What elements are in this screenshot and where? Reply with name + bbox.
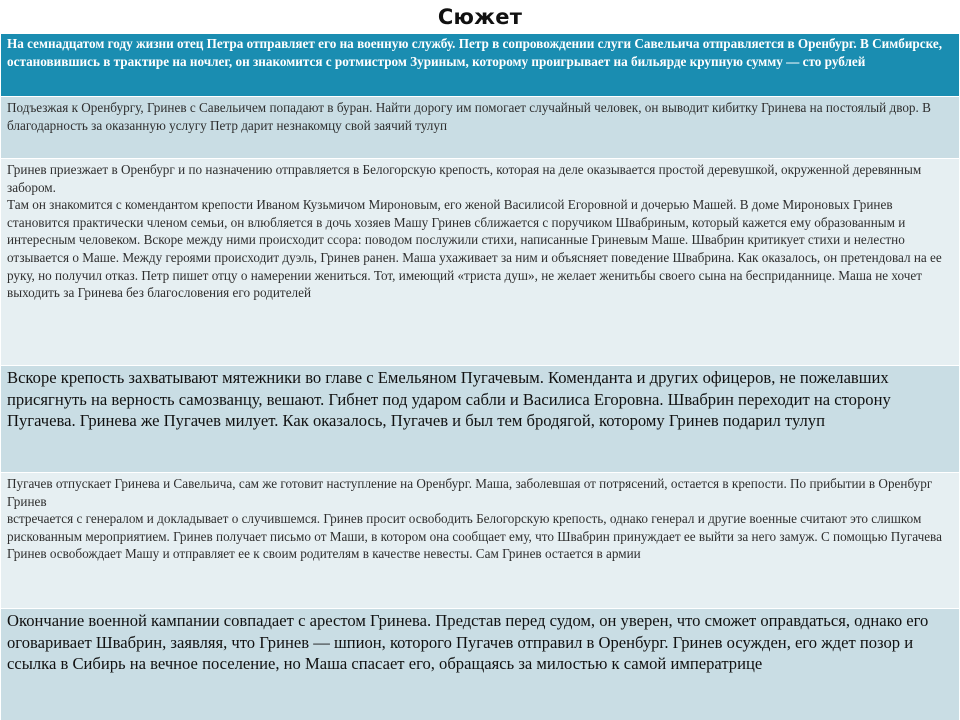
table-row (1, 472, 959, 608)
table-row (1, 158, 959, 365)
slide-title: Сюжет (437, 5, 523, 29)
cell-paragraph: Подъезжая к Оренбургу, Гринев с Савельичем попадают в буран. Найти дорогу им помогает случайный человек, он выводит кибитку Гринева на постоялый двор. В благодарность за оказанную услугу Петр дарит незнакомцу свой заячий тулуп (7, 100, 931, 133)
table-row (1, 608, 959, 720)
table-cell (1, 473, 959, 563)
table-cell (1, 34, 959, 71)
table-row (1, 96, 959, 158)
cell-paragraph: Окончание военной кампании совпадает с арестом Гринева. Представ перед судом, он уверен, что сможет оправдаться, однако его оговаривает Швабрин, заявляя, что Гринев — шпион, которого Пугачев отправил в Оренбург. Гринев осужден, его ждет позор и ссылка в Сибирь на вечное поселение, но Маша спасает его, обращаясь за милостью к самой императрице (7, 611, 929, 673)
table-row (1, 33, 959, 96)
cell-paragraph: Пугачев отпускает Гринева и Савельича, сам же готовит наступление на Оренбург. Маша, заболевшая от потрясений, остается в крепости. По прибытии в Оренбург Гринев (7, 476, 933, 509)
table-cell (1, 159, 959, 302)
cell-paragraph: Вскоре крепость захватывают мятежники во главе с Емельяном Пугачевым. Коменданта и других офицеров, не пожелавших присягнуть на верность самозванцу, вешают. Гибнет под ударом сабли и Василиса Егоровна. Швабрин переходит на сторону Пугачева. Гринева же Пугачев милует. Как оказалось, Пугачев и был тем бродягой, которому Гринев подарил тулуп (7, 368, 891, 430)
table-row (1, 365, 959, 472)
cell-paragraph: встречается с генералом и докладывает о случившемся. Гринев просит освободить Белогорскую крепость, однако генерал и другие военные считают это слишком рискованным мероприятием. Гринев получает письмо от Маши, в котором она сообщает ему, что Швабрин принуждает ее выйти за него замуж. С помощью Пугачева Гринев освобождает Машу и отправляет ее к своим родителям в качестве невесты. Сам Гринев остается в армии (7, 511, 942, 562)
table-cell (1, 366, 959, 432)
table-cell (1, 97, 959, 134)
cell-paragraph: Там он знакомится с комендантом крепости Иваном Кузьмичом Мироновым, его женой Василисой Егоровной и дочерью Машей. В доме Мироновых Гринев становится практически членом семьи, он влюбляется в дочь хозяев Машу Гринев сближается с поручиком Швабриным, который кажется ему образованным и интересным человеком. Вскоре между ними происходит ссора: поводом послужили стихи, написанные Гриневым Маше. Швабрин критикует стихи и нелестно отзывается о Маше. Между героями происходит дуэль, Гринев ранен. Маша ухаживает за ним и объясняет поведение Швабрина. Как оказалось, он претендовал на ее руку, но получил отказ. Петр пишет отцу о намерении жениться. Тот, имеющий «триста душ», не желает женитьбы своего сына на бесприданнице. Маша не хочет выходить за Гринева без благословения его родителей (7, 197, 942, 301)
table-cell (1, 609, 959, 675)
cell-paragraph: На семнадцатом году жизни отец Петра отправляет его на военную службу. Петр в сопровождении слуги Савельича отправляется в Оренбург. В Симбирске, остановившись в трактире на ночлег, он знакомится с ротмистром Зуриным, которому проигрывает на бильярде крупную сумму — сто рублей (7, 36, 943, 69)
cell-paragraph: Гринев приезжает в Оренбург и по назначению отправляется в Белогорскую крепость, которая на деле оказывается простой деревушкой, окруженной деревянным забором. (7, 162, 922, 195)
